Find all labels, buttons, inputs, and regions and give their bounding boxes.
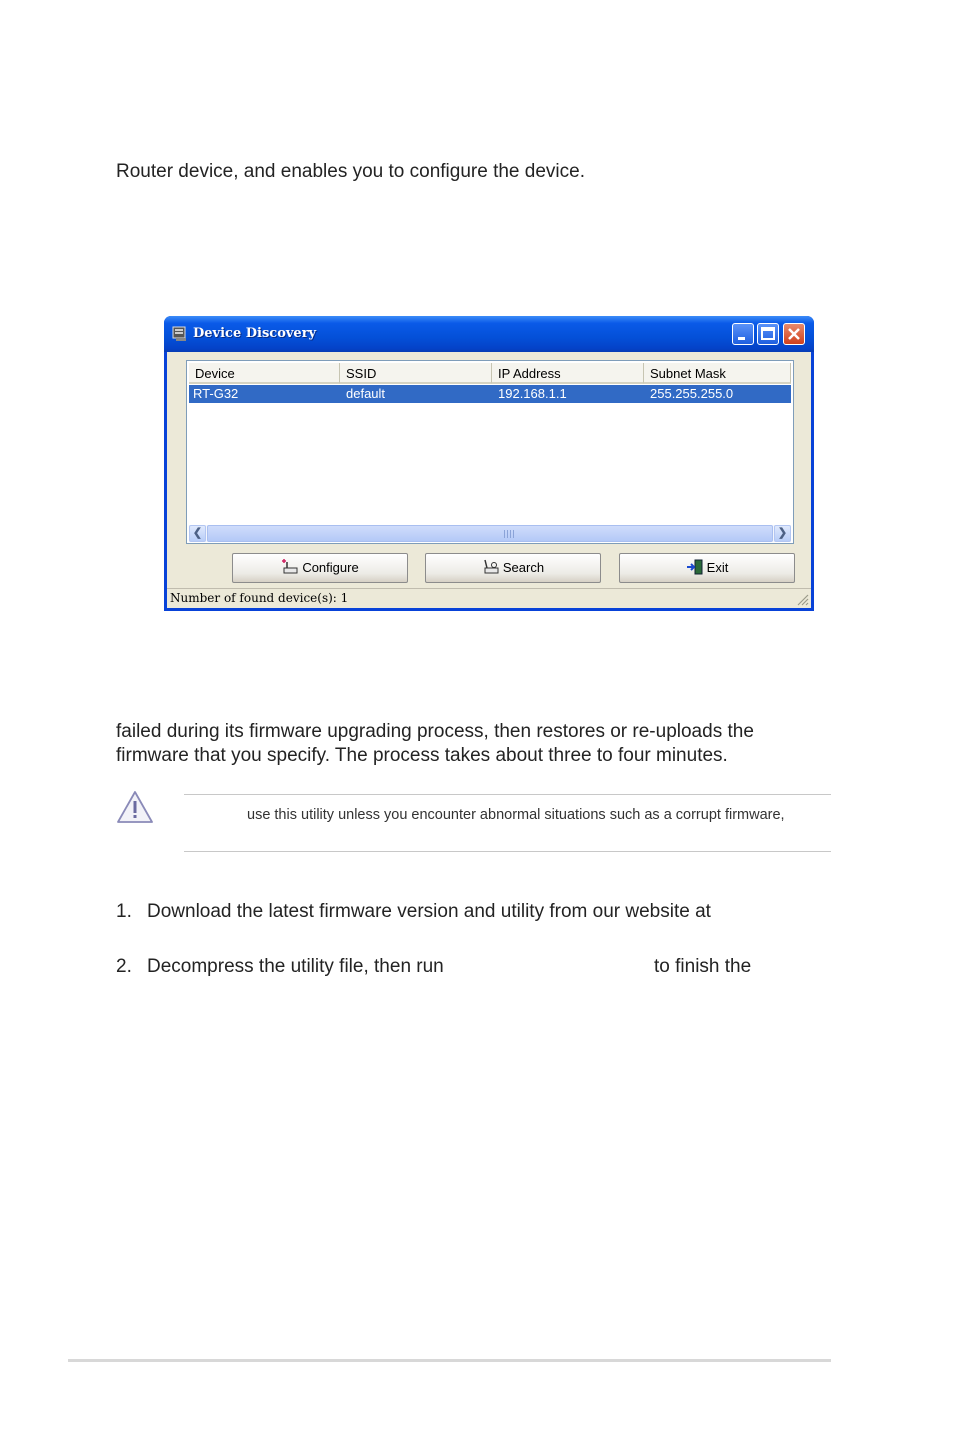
device-list[interactable]	[186, 360, 794, 544]
exit-door-icon	[686, 559, 704, 575]
step-text: Decompress the utility file, then run	[147, 956, 444, 977]
column-header-mask[interactable]: Subnet Mask	[644, 363, 791, 384]
device-discovery-window	[164, 316, 814, 611]
intro-paragraph: Router device, and enables you to configure the device.	[116, 161, 585, 182]
resize-grip-icon[interactable]	[797, 594, 809, 606]
cell-ip: 192.168.1.1	[498, 386, 567, 401]
cell-ssid: default	[346, 386, 386, 401]
list-item	[116, 901, 711, 923]
scroll-thumb[interactable]	[207, 525, 773, 542]
window-title: Device Discovery	[193, 326, 317, 341]
footer-divider	[68, 1359, 831, 1362]
note-divider-bottom	[184, 851, 831, 852]
configure-label: Configure	[302, 560, 359, 575]
search-button[interactable]	[425, 553, 601, 583]
close-icon	[784, 324, 804, 344]
maximize-icon	[758, 324, 778, 344]
close-button[interactable]	[783, 323, 805, 345]
maximize-button[interactable]	[757, 323, 779, 345]
cell-device: RT-G32	[193, 386, 239, 401]
list-item	[116, 956, 752, 978]
cell-mask: 255.255.255.0	[650, 386, 734, 401]
step-text: Download the latest firmware version and utility from our website at	[147, 901, 711, 922]
minimize-button[interactable]	[732, 323, 754, 345]
exit-button[interactable]	[619, 553, 795, 583]
column-header-ip[interactable]: IP Address	[492, 363, 644, 384]
exit-label: Exit	[706, 560, 729, 575]
column-header-ssid[interactable]: SSID	[340, 363, 492, 384]
restore-paragraph: failed during its firmware upgrading process, then restores or re-uploads the firmware that you specify. The process takes about three to four minutes.	[116, 721, 754, 766]
status-text: Number of found device(s): 1	[170, 591, 349, 605]
grip-icon	[504, 530, 514, 538]
warning-triangle-icon	[116, 790, 154, 824]
list-header	[189, 363, 791, 384]
search-label: Search	[502, 560, 545, 575]
scroll-left-icon[interactable]: ❮	[189, 525, 206, 542]
configure-button[interactable]	[232, 553, 408, 583]
search-device-icon	[482, 559, 500, 575]
note-divider-top	[184, 794, 831, 795]
table-row[interactable]	[189, 385, 791, 403]
step-number: 2.	[116, 956, 132, 977]
horizontal-scrollbar[interactable]	[189, 525, 791, 542]
status-bar	[167, 588, 811, 608]
window-client-area	[167, 352, 811, 608]
step-number: 1.	[116, 901, 132, 922]
app-icon	[172, 326, 188, 342]
note-text: use this utility unless you encounter abnormal situations such as a corrupt firmware,	[247, 807, 785, 823]
scroll-right-icon[interactable]: ❯	[774, 525, 791, 542]
configure-icon	[281, 559, 299, 575]
minimize-icon	[733, 324, 753, 344]
title-bar[interactable]	[164, 316, 814, 352]
column-header-device[interactable]: Device	[189, 363, 340, 384]
step-text-tail: to finish the	[654, 956, 752, 977]
